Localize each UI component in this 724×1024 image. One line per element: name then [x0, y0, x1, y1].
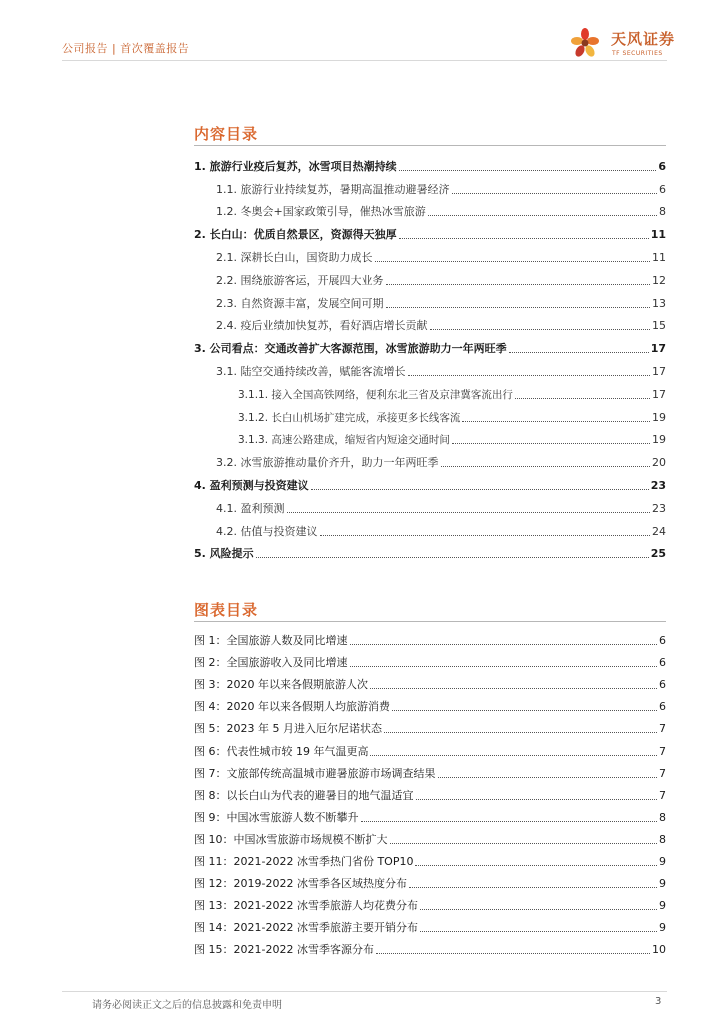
figure-entry[interactable]: [194, 692, 666, 714]
entry-page-number: 8: [659, 810, 666, 824]
dot-leader: [384, 732, 657, 733]
entry-page-number: 9: [659, 855, 666, 869]
toc-entry[interactable]: [194, 174, 666, 197]
entry-text: 1.1. 旅游行业持续复苏，暑期高温推动避暑经济: [216, 182, 450, 196]
entry-page-number: 9: [659, 899, 666, 913]
dot-leader: [509, 352, 649, 353]
entry-text: 图 7：文旅部传统高温城市避暑旅游市场调查结果: [194, 766, 436, 780]
dot-leader: [375, 261, 651, 262]
toc-entry[interactable]: [194, 493, 666, 516]
entry-page-number: 9: [659, 877, 666, 891]
dot-leader: [311, 489, 649, 490]
dot-leader: [350, 666, 658, 667]
figure-entry[interactable]: [194, 935, 666, 957]
dot-leader: [370, 755, 657, 756]
figure-entry[interactable]: [194, 626, 666, 648]
entry-text: 图 6：代表性城市较 19 年气温更高: [194, 744, 369, 758]
entry-page-number: 7: [659, 766, 666, 780]
entry-page-number: 13: [652, 296, 666, 310]
dot-leader: [452, 443, 650, 444]
figure-entry[interactable]: [194, 648, 666, 670]
header-report-type: [62, 40, 189, 56]
figure-entry[interactable]: [194, 891, 666, 913]
entry-page-number: 11: [652, 250, 666, 264]
entry-text: 2.2. 围绕旅游客运，开展四大业务: [216, 273, 384, 287]
dot-leader: [409, 887, 657, 888]
entry-page-number: 19: [652, 433, 666, 447]
toc-entry[interactable]: [194, 447, 666, 470]
toc-entry[interactable]: [194, 402, 666, 425]
toc-title: 内容目录: [194, 125, 259, 143]
toc-entry[interactable]: [194, 333, 666, 356]
logo-subtext: TF SECURITIES: [612, 50, 663, 57]
entry-page-number: 8: [659, 205, 666, 219]
entry-page-number: 9: [659, 921, 666, 935]
report-subtype: 首次覆盖报告: [120, 42, 190, 55]
dot-leader: [370, 688, 657, 689]
entry-page-number: 15: [652, 319, 666, 333]
figure-entry[interactable]: [194, 759, 666, 781]
dot-leader: [390, 843, 658, 844]
entry-text: 图 4：2020 年以来各假期人均旅游消费: [194, 700, 390, 714]
dot-leader: [441, 466, 651, 467]
dot-leader: [399, 170, 657, 171]
entry-page-number: 7: [659, 722, 666, 736]
entry-page-number: 8: [659, 832, 666, 846]
entry-text: 图 3：2020 年以来各假期旅游人次: [194, 678, 368, 692]
toc-list: [194, 151, 666, 561]
toc-entry[interactable]: [194, 311, 666, 334]
toc-entry[interactable]: [194, 539, 666, 562]
figure-entry[interactable]: [194, 736, 666, 758]
entry-text: 1.2. 冬奥会+国家政策引导，催热冰雪旅游: [216, 205, 426, 219]
entry-text: 4.1. 盈利预测: [216, 501, 285, 515]
toc-entry[interactable]: [194, 242, 666, 265]
entry-text: 图 12：2019-2022 冰雪季各区域热度分布: [194, 877, 407, 891]
entry-text: 2. 长白山：优质自然景区，资源得天独厚: [194, 228, 397, 242]
entry-page-number: 7: [659, 744, 666, 758]
entry-text: 3.1.1. 接入全国高铁网络，便利东北三省及京津冀客流出行: [238, 388, 513, 401]
dot-leader: [399, 238, 649, 239]
entry-page-number: 23: [652, 501, 666, 515]
entry-text: 图 15：2021-2022 冰雪季客源分布: [194, 943, 374, 957]
entry-page-number: 23: [650, 478, 666, 492]
entry-text: 5. 风险提示: [194, 547, 254, 561]
entry-page-number: 12: [652, 273, 666, 287]
entry-page-number: 17: [650, 342, 666, 356]
entry-page-number: 17: [652, 387, 666, 401]
entry-text: 3.1.3. 高速公路建成，缩短省内短途交通时间: [238, 434, 450, 447]
entry-text: 图 14：2021-2022 冰雪季旅游主要开销分布: [194, 921, 418, 935]
entry-page-number: 24: [652, 524, 666, 538]
entry-text: 图 13：2021-2022 冰雪季旅游人均花费分布: [194, 899, 418, 913]
dot-leader: [256, 557, 649, 558]
entry-text: 4.2. 估值与投资建议: [216, 524, 318, 538]
dot-leader: [376, 953, 650, 954]
report-type: 公司报告: [62, 42, 108, 55]
figure-entry[interactable]: [194, 847, 666, 869]
entry-page-number: 17: [652, 364, 666, 378]
entry-page-number: 6: [658, 159, 666, 173]
footer-disclaimer[interactable]: 请务必阅读正文之后的信息披露和免责申明: [92, 1000, 282, 1011]
entry-page-number: 6: [659, 656, 666, 670]
entry-text: 图 1：全国旅游人数及同比增速: [194, 634, 348, 648]
entry-text: 2.3. 自然资源丰富，发展空间可期: [216, 296, 384, 310]
entry-page-number: 11: [650, 228, 666, 242]
toc-entry[interactable]: [194, 219, 666, 242]
entry-page-number: 19: [652, 410, 666, 424]
dot-leader: [515, 398, 650, 399]
entry-page-number: 7: [659, 788, 666, 802]
toc-entry[interactable]: [194, 379, 666, 402]
entry-text: 图 8：以长白山为代表的避暑目的地气温适宜: [194, 788, 414, 802]
entry-page-number: 6: [659, 678, 666, 692]
entry-text: 3.1. 陆空交通持续改善，赋能客流增长: [216, 364, 406, 378]
figures-title-divider: [194, 621, 666, 622]
header-divider: [62, 60, 667, 61]
dot-leader: [452, 193, 658, 194]
entry-text: 图 2：全国旅游收入及同比增速: [194, 656, 348, 670]
dot-leader: [430, 329, 651, 330]
dot-leader: [361, 821, 658, 822]
entry-page-number: 25: [650, 547, 666, 561]
entry-page-number: 6: [659, 182, 666, 196]
figure-entry[interactable]: [194, 714, 666, 736]
toc-title-divider: [194, 145, 666, 146]
footer-divider: [62, 991, 667, 992]
dot-leader: [416, 799, 658, 800]
figure-entry[interactable]: [194, 670, 666, 692]
page-number: 3: [655, 996, 662, 1007]
dot-leader: [287, 512, 651, 513]
figure-entry[interactable]: [194, 781, 666, 803]
dot-leader: [320, 535, 651, 536]
entry-text: 2.4. 疫后业绩加快复苏，看好酒店增长贡献: [216, 319, 428, 333]
entry-page-number: 6: [659, 700, 666, 714]
dot-leader: [350, 644, 658, 645]
logo-text: 天风证券: [611, 30, 676, 48]
toc-entry[interactable]: [194, 425, 666, 448]
figure-entry[interactable]: [194, 869, 666, 891]
entry-page-number: 10: [652, 943, 666, 957]
header-separator: |: [112, 42, 117, 55]
dot-leader: [392, 710, 657, 711]
entry-text: 3. 公司看点：交通改善扩大客源范围，冰雪旅游助力一年两旺季: [194, 342, 507, 356]
toc-entry[interactable]: [194, 288, 666, 311]
dot-leader: [386, 307, 651, 308]
entry-text: 图 11：2021-2022 冰雪季热门省份 TOP10: [194, 855, 414, 869]
dot-leader: [415, 865, 657, 866]
dot-leader: [462, 421, 650, 422]
figure-entry[interactable]: [194, 825, 666, 847]
entry-text: 图 9：中国冰雪旅游人数不断攀升: [194, 810, 359, 824]
entry-text: 2.1. 深耕长白山，国资助力成长: [216, 250, 373, 264]
entry-page-number: 20: [652, 456, 666, 470]
dot-leader: [386, 284, 651, 285]
dot-leader: [438, 777, 658, 778]
dot-leader: [420, 909, 657, 910]
toc-entry[interactable]: [194, 265, 666, 288]
entry-text: 3.1.2. 长白山机场扩建完成，承接更多长线客流: [238, 411, 461, 424]
entry-text: 图 10：中国冰雪旅游市场规模不断扩大: [194, 832, 388, 846]
figure-entry[interactable]: [194, 913, 666, 935]
dot-leader: [408, 375, 651, 376]
dot-leader: [428, 215, 657, 216]
entry-text: 1. 旅游行业疫后复苏，冰雪项目热潮持续: [194, 159, 397, 173]
dot-leader: [420, 931, 657, 932]
figure-entry[interactable]: [194, 803, 666, 825]
figures-list: [194, 626, 666, 957]
entry-text: 4. 盈利预测与投资建议: [194, 478, 309, 492]
toc-entry[interactable]: [194, 197, 666, 220]
figures-title: 图表目录: [194, 601, 259, 619]
entry-text: 图 5：2023 年 5 月进入厄尔尼诺状态: [194, 722, 382, 736]
toc-entry[interactable]: [194, 516, 666, 539]
entry-page-number: 6: [659, 634, 666, 648]
entry-text: 3.2. 冰雪旅游推动量价齐升，助力一年两旺季: [216, 456, 439, 470]
toc-entry[interactable]: [194, 151, 666, 174]
toc-entry[interactable]: [194, 356, 666, 379]
toc-entry[interactable]: [194, 470, 666, 493]
